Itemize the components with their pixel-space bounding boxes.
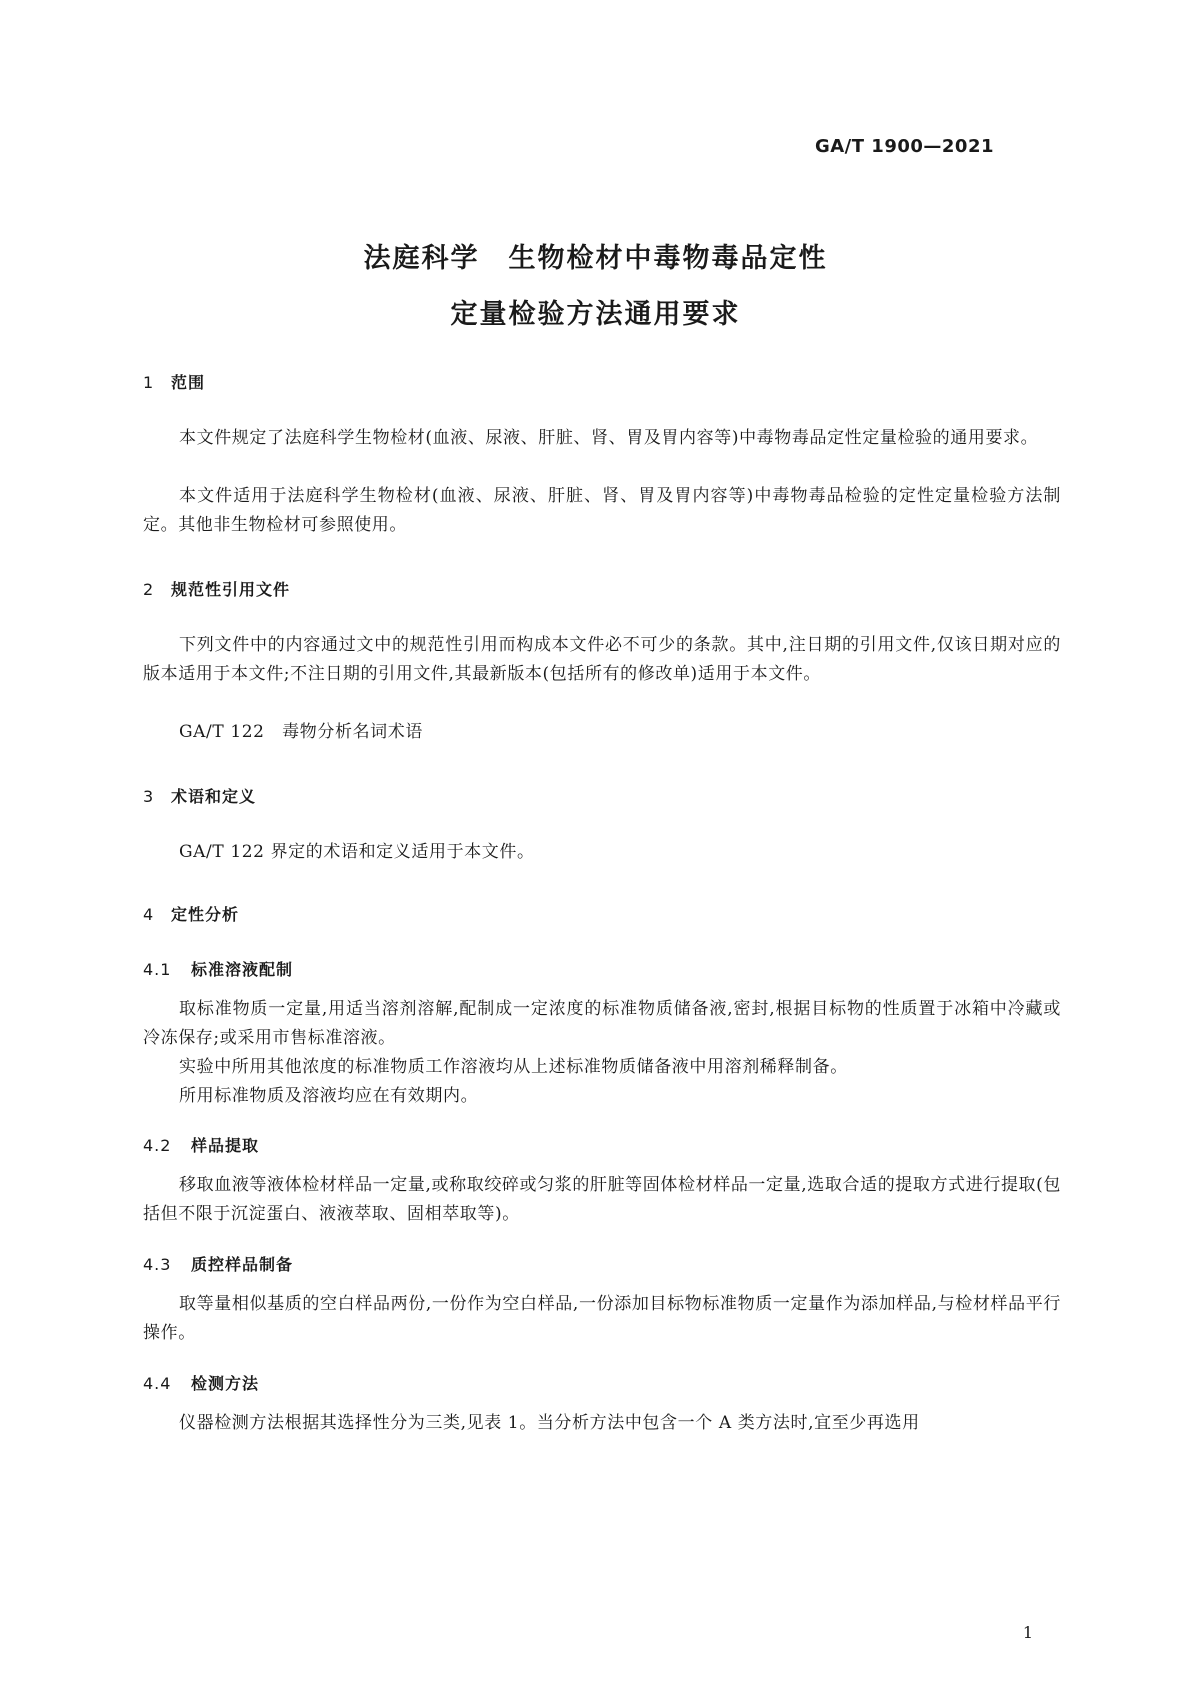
section-title: 术语和定义 xyxy=(171,787,257,806)
section-number: 1 xyxy=(143,373,155,392)
section-1-heading xyxy=(143,370,205,393)
section-title: 范围 xyxy=(171,373,206,392)
subsection-4-2-paragraph-1: 移取血液等液体检材样品一定量,或称取绞碎或匀浆的肝脏等固体检材样品一定量,选取合适的提取方式进行提取(包括但不限于沉淀蛋白、液液萃取、固相萃取等)。 xyxy=(143,1175,1061,1224)
subsection-4-3-paragraph-1: 取等量相似基质的空白样品两份,一份作为空白样品,一份添加目标物标准物质一定量作为添加样品,与检材样品平行操作。 xyxy=(143,1294,1061,1343)
subsection-4-1-paragraph-2: 实验中所用其他浓度的标准物质工作溶液均从上述标准物质储备液中用溶剂稀释制备。 xyxy=(179,1057,848,1077)
standard-code: GA/T 1900—2021 xyxy=(814,136,994,157)
section-2-paragraph-1: 下列文件中的内容通过文中的规范性引用而构成本文件必不可少的条款。其中,注日期的引用文件,仅该日期对应的版本适用于本文件;不注日期的引用文件,其最新版本(包括所有的修改单)适用于本文件。 xyxy=(143,635,1061,684)
document-title-line-1: 法庭科学 生物检材中毒物毒品定性 xyxy=(363,243,828,274)
subsection-number: 4.4 xyxy=(143,1374,172,1393)
subsection-title: 检测方法 xyxy=(191,1374,260,1393)
normative-reference-item: GA/T 122 毒物分析名词术语 xyxy=(179,722,423,742)
page-number: 1 xyxy=(1022,1623,1033,1642)
subsection-4-1-paragraph-3: 所用标准物质及溶液均应在有效期内。 xyxy=(179,1086,479,1106)
section-4-heading xyxy=(143,902,239,925)
section-2-heading xyxy=(143,577,290,600)
section-3-heading xyxy=(143,784,256,807)
subsection-number: 4.3 xyxy=(143,1255,172,1274)
subsection-number: 4.1 xyxy=(143,960,172,979)
document-title-line-2: 定量检验方法通用要求 xyxy=(450,299,741,330)
section-1-paragraph-2: 本文件适用于法庭科学生物检材(血液、尿液、肝脏、肾、胃及胃内容等)中毒物毒品检验的定性定量检验方法制定。其他非生物检材可参照使用。 xyxy=(143,486,1061,535)
section-number: 3 xyxy=(143,787,155,806)
subsection-4-4-paragraph-1: 仪器检测方法根据其选择性分为三类,见表 1。当分析方法中包含一个 A 类方法时,宜至少再选用 xyxy=(179,1413,920,1433)
section-3-paragraph-1: GA/T 122 界定的术语和定义适用于本文件。 xyxy=(179,842,535,862)
subsection-4-1-paragraph-1: 取标准物质一定量,用适当溶剂溶解,配制成一定浓度的标准物质储备液,密封,根据目标物的性质置于冰箱中冷藏或冷冻保存;或采用市售标准溶液。 xyxy=(143,999,1061,1048)
subsection-4-3-heading xyxy=(143,1252,293,1275)
subsection-title: 质控样品制备 xyxy=(191,1255,294,1274)
subsection-4-4-heading xyxy=(143,1371,259,1394)
section-title: 定性分析 xyxy=(171,905,240,924)
subsection-4-1-heading xyxy=(143,957,293,980)
section-1-paragraph-1: 本文件规定了法庭科学生物检材(血液、尿液、肝脏、肾、胃及胃内容等)中毒物毒品定性定量检验的通用要求。 xyxy=(179,428,1039,448)
subsection-4-2-heading xyxy=(143,1133,259,1156)
subsection-title: 样品提取 xyxy=(191,1136,260,1155)
section-number: 4 xyxy=(143,905,155,924)
section-number: 2 xyxy=(143,580,155,599)
section-title: 规范性引用文件 xyxy=(171,580,291,599)
subsection-title: 标准溶液配制 xyxy=(191,960,294,979)
subsection-number: 4.2 xyxy=(143,1136,172,1155)
